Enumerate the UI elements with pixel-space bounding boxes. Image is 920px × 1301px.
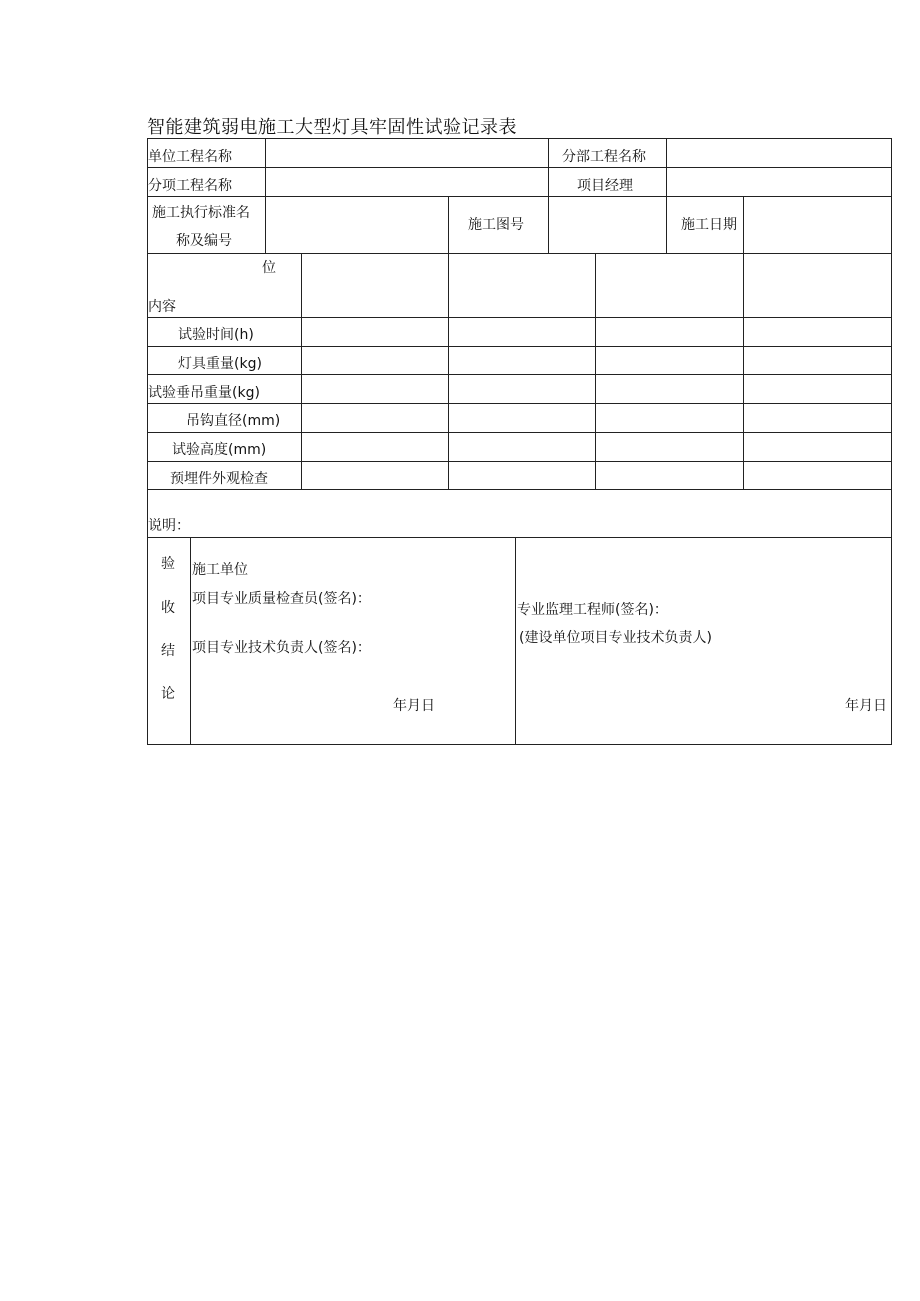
table-left-border [147, 138, 148, 745]
table-right-border [891, 138, 892, 745]
column-divider [666, 138, 667, 253]
sub-item-label: 分项工程名称 [148, 178, 232, 194]
column-divider [548, 196, 549, 253]
corner-label-bottom: 内容 [148, 299, 176, 315]
construction-date-label: 施工日期 [681, 217, 737, 233]
table-bottom-border [147, 744, 892, 745]
column-divider [743, 196, 744, 253]
standard-label-line2: 称及编号 [176, 233, 232, 249]
document-title: 智能建筑弱电施工大型灯具牢固性试验记录表 [147, 117, 517, 138]
row-divider [147, 253, 892, 254]
note-label: 说明： [148, 518, 190, 534]
row-divider [147, 461, 892, 462]
acceptance-char: 结 [161, 643, 175, 659]
row-label-test-height: 试验高度(mm) [172, 442, 267, 458]
column-divider [595, 253, 596, 489]
right-date: 年月日 [845, 698, 887, 714]
corner-label-top: 位 [262, 260, 276, 276]
column-divider [743, 253, 744, 489]
column-divider [190, 537, 191, 744]
row-divider [147, 346, 892, 347]
row-divider [147, 403, 892, 404]
column-divider [548, 138, 549, 196]
row-divider [147, 167, 892, 168]
row-divider [147, 489, 892, 490]
column-divider [265, 138, 266, 253]
row-divider [147, 196, 892, 197]
tech-lead-signature: 项目专业技术负责人(签名)： [192, 640, 371, 656]
drawing-no-label: 施工图号 [468, 217, 524, 233]
row-label-embedded-check: 预埋件外观检查 [170, 471, 268, 487]
acceptance-char: 收 [161, 600, 175, 616]
standard-label-line1: 施工执行标准名 [152, 205, 250, 221]
row-divider [147, 317, 892, 318]
row-label-test-time: 试验时间(h) [178, 327, 254, 343]
row-label-hook-diameter: 吊钩直径(mm) [186, 413, 281, 429]
acceptance-char: 验 [161, 556, 175, 572]
column-divider [301, 253, 302, 489]
row-divider [147, 374, 892, 375]
table-top-border [147, 138, 892, 139]
column-divider [448, 253, 449, 489]
supervisor-signature: 专业监理工程师(签名)： [517, 602, 668, 618]
left-date: 年月日 [393, 698, 435, 714]
row-divider [147, 537, 892, 538]
quality-inspector-signature: 项目专业质量检查员(签名)： [192, 591, 371, 607]
sub-department-label: 分部工程名称 [562, 149, 646, 165]
row-label-lamp-weight: 灯具重量(kg) [178, 356, 262, 372]
unit-project-label: 单位工程名称 [148, 149, 232, 165]
column-divider [515, 537, 516, 744]
column-divider [448, 196, 449, 253]
project-manager-label: 项目经理 [577, 178, 633, 194]
row-divider [147, 432, 892, 433]
acceptance-char: 论 [161, 686, 175, 702]
owner-tech-lead-note: (建设单位项目专业技术负责人) [519, 630, 712, 646]
construction-unit-label: 施工单位 [192, 562, 248, 578]
row-label-hanging-weight: 试验垂吊重量(kg) [148, 385, 260, 401]
